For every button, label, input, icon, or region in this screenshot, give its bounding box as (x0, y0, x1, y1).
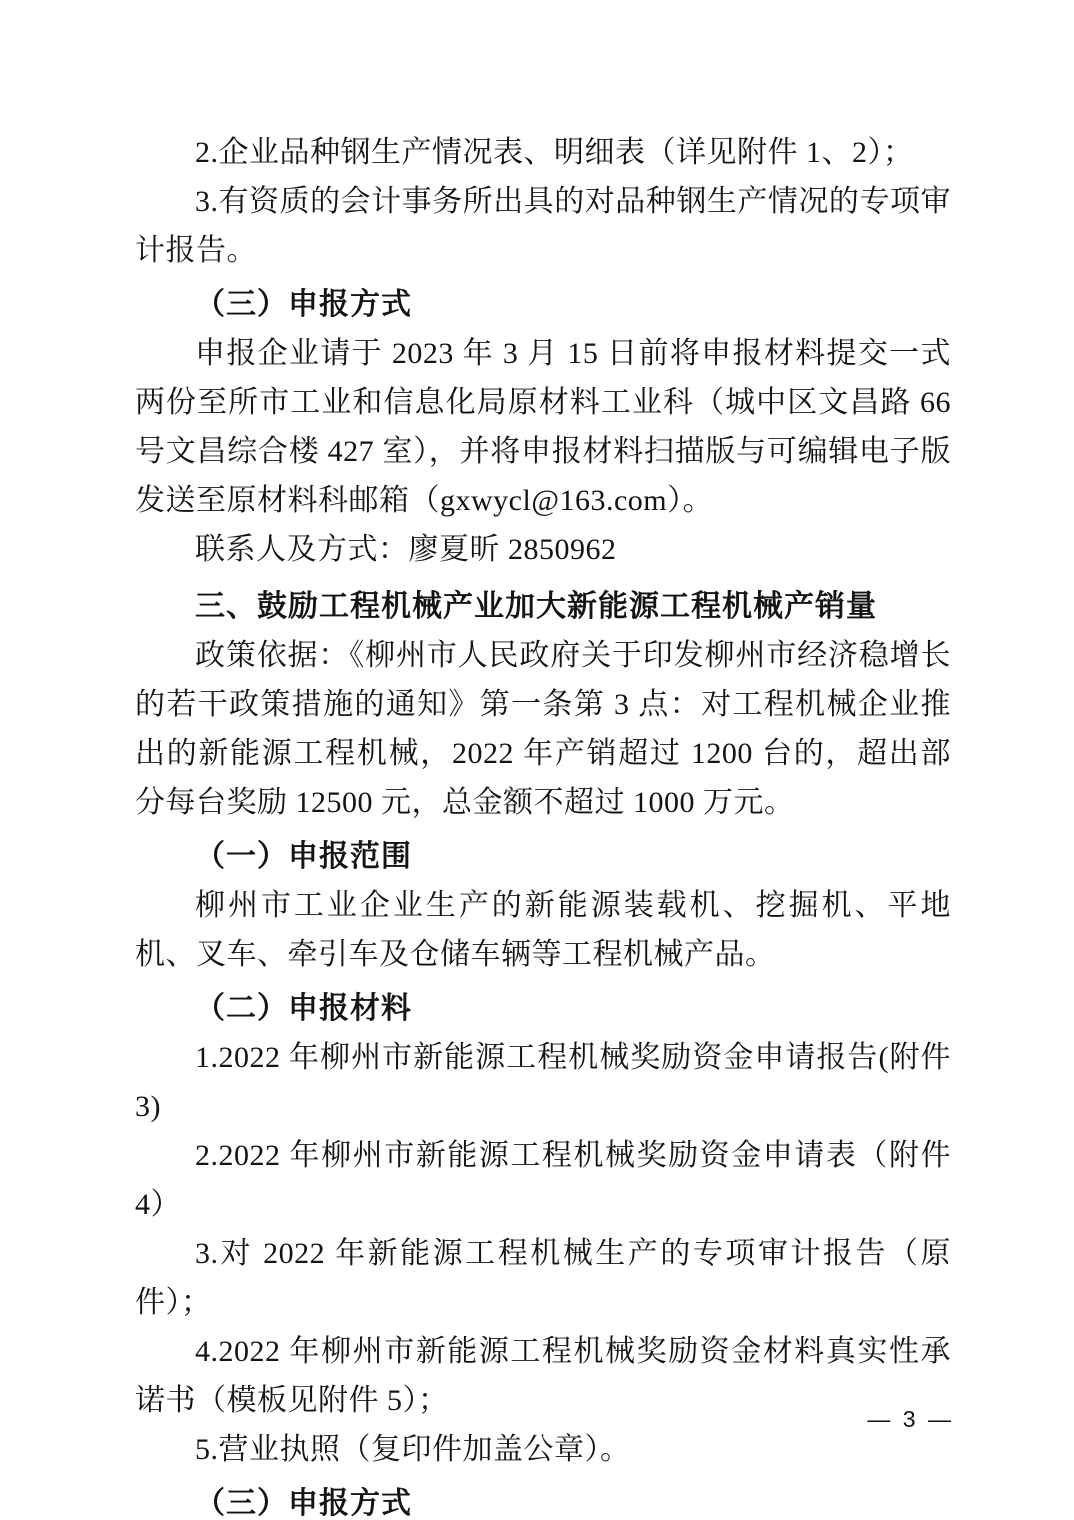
list-item: 3.对 2022 年新能源工程机械生产的专项审计报告（原件）； (135, 1237, 951, 1319)
subsection-heading: （一）申报范围 (195, 840, 412, 873)
page-number: — 3 — (867, 1406, 954, 1432)
paragraph: 政策依据：《柳州市人民政府关于印发柳州市经济稳增长的若干政策措施的通知》第一条第 3 点：对工程机械企业推出的新能源工程机械，2022 年产销超过 1200 台的，超出部分每台奖励 12500 元，总金额不超过 1000 万元。 (135, 639, 951, 819)
paragraph: 柳州市工业企业生产的新能源装载机、挖掘机、平地机、叉车、牵引车及仓储车辆等工程机械产品。 (135, 889, 951, 971)
document-body (135, 128, 951, 1520)
subsection-heading: （二）申报材料 (195, 992, 412, 1025)
subsection-heading: （三）申报方式 (195, 288, 412, 321)
paragraph: 申报企业请于 2023 年 3 月 15 日前将申报材料提交一式两份至所市工业和信息化局原材料工业科（城中区文昌路 66 号文昌综合楼 427 室），并将申报材料扫描版与可编辑电子版发送至原材料科邮箱（gxwycl@163.com）。 (135, 337, 951, 517)
contact-line: 联系人及方式：廖夏昕 2850962 (195, 533, 617, 566)
list-item: 4.2022 年柳州市新能源工程机械奖励资金材料真实性承诺书（模板见附件 5）； (135, 1335, 951, 1417)
list-item: 5.营业执照（复印件加盖公章）。 (195, 1433, 631, 1466)
list-item: 2.企业品种钢生产情况表、明细表（详见附件 1、2）； (195, 136, 914, 169)
section-heading: 三、鼓励工程机械产业加大新能源工程机械产销量 (195, 590, 877, 623)
list-item: 3.有资质的会计事务所出具的对品种钢生产情况的专项审计报告。 (135, 185, 951, 267)
subsection-heading: （三）申报方式 (195, 1487, 412, 1520)
list-item: 2.2022 年柳州市新能源工程机械奖励资金申请表（附件 4） (135, 1139, 951, 1221)
list-item: 1.2022 年柳州市新能源工程机械奖励资金申请报告(附件 3) (135, 1041, 951, 1123)
